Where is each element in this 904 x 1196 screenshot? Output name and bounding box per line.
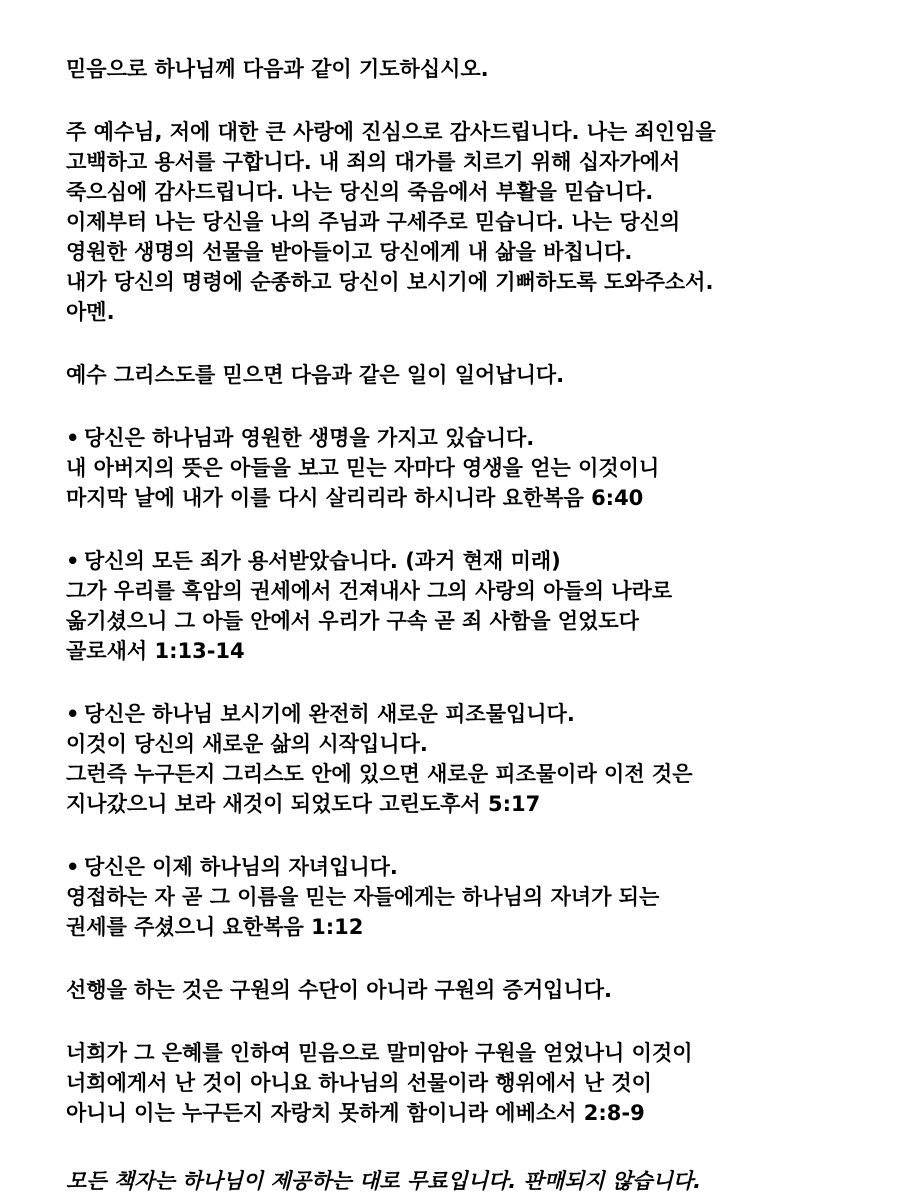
prayer-line: 아멘.: [66, 300, 115, 324]
verse-line: 너희가 그 은혜를 인하여 믿음으로 말미암아 구원을 얻었나니 이것이: [66, 1041, 693, 1065]
verse-line: 골로새서 1:13-14: [66, 639, 245, 663]
verse-line: 권세를 주셨으니 요한복음 1:12: [66, 915, 364, 939]
verse-line: 지나갔으니 보라 새것이 되었도다 고린도후서 5:17: [66, 792, 541, 816]
prayer-line: 영원한 생명의 선물을 받아들이고 당신에게 내 삶을 바칩니다.: [66, 240, 633, 264]
footer-note: 모든 책자는 하나님이 제공하는 대로 무료입니다. 판매되지 않습니다.: [66, 1169, 702, 1193]
bullet-icon: •: [66, 702, 80, 726]
ephesians-verse: [66, 1038, 856, 1128]
prayer-paragraph: [66, 117, 856, 327]
verse-line: 이것이 당신의 새로운 삶의 시작입니다.: [66, 732, 428, 756]
intro-line: 믿음으로 하나님께 다음과 같이 기도하십시오.: [66, 57, 489, 81]
prayer-line: 주 예수님, 저에 대한 큰 사랑에 진심으로 감사드립니다. 나는 죄인임을: [66, 120, 716, 144]
point-heading: • 당신은 이제 하나님의 자녀입니다.: [66, 852, 856, 882]
prayer-line: 고백하고 용서를 구합니다. 내 죄의 대가를 치르기 위해 십자가에서: [66, 150, 681, 174]
document-page: [66, 54, 856, 1196]
verse-line: 옮기셨으니 그 아들 안에서 우리가 구속 곧 죄 사함을 얻었도다: [66, 609, 639, 633]
point-child-of-god: [66, 852, 856, 942]
prayer-line: 이제부터 나는 당신을 나의 주님과 구세주로 믿습니다. 나는 당신의: [66, 210, 681, 234]
bullet-icon: •: [66, 855, 80, 879]
verse-line: 그런즉 누구든지 그리스도 안에 있으면 새로운 피조물이라 이전 것은: [66, 762, 693, 786]
bullet-icon: •: [66, 549, 80, 573]
prayer-line: 죽으심에 감사드립니다. 나는 당신의 죽음에서 부활을 믿습니다.: [66, 180, 654, 204]
point-heading: • 당신은 하나님과 영원한 생명을 가지고 있습니다.: [66, 423, 856, 453]
point-eternal-life: [66, 423, 856, 513]
verse-line: 영접하는 자 곧 그 이름을 믿는 자들에게는 하나님의 자녀가 되는: [66, 885, 660, 909]
consequence-heading: 예수 그리스도를 믿으면 다음과 같은 일이 일어납니다.: [66, 363, 565, 387]
point-new-creation: [66, 699, 856, 819]
prayer-line: 내가 당신의 명령에 순종하고 당신이 보시기에 기뻐하도록 도와주소서.: [66, 270, 714, 294]
verse-line: 내 아버지의 뜻은 아들을 보고 믿는 자마다 영생을 얻는 이것이니: [66, 456, 660, 480]
bullet-icon: •: [66, 426, 80, 450]
verse-line: 아니니 이는 누구든지 자랑치 못하게 함이니라 에베소서 2:8-9: [66, 1101, 645, 1125]
good-works-statement: 선행을 하는 것은 구원의 수단이 아니라 구원의 증거입니다.: [66, 978, 613, 1002]
point-heading: • 당신의 모든 죄가 용서받았습니다. (과거 현재 미래): [66, 546, 856, 576]
point-forgiveness: [66, 546, 856, 666]
point-heading: • 당신은 하나님 보시기에 완전히 새로운 피조물입니다.: [66, 699, 856, 729]
verse-line: 마지막 날에 내가 이를 다시 살리리라 하시니라 요한복음 6:40: [66, 486, 644, 510]
verse-line: 그가 우리를 흑암의 권세에서 건져내사 그의 사랑의 아들의 나라로: [66, 579, 673, 603]
verse-line: 너희에게서 난 것이 아니요 하나님의 선물이라 행위에서 난 것이: [66, 1071, 652, 1095]
